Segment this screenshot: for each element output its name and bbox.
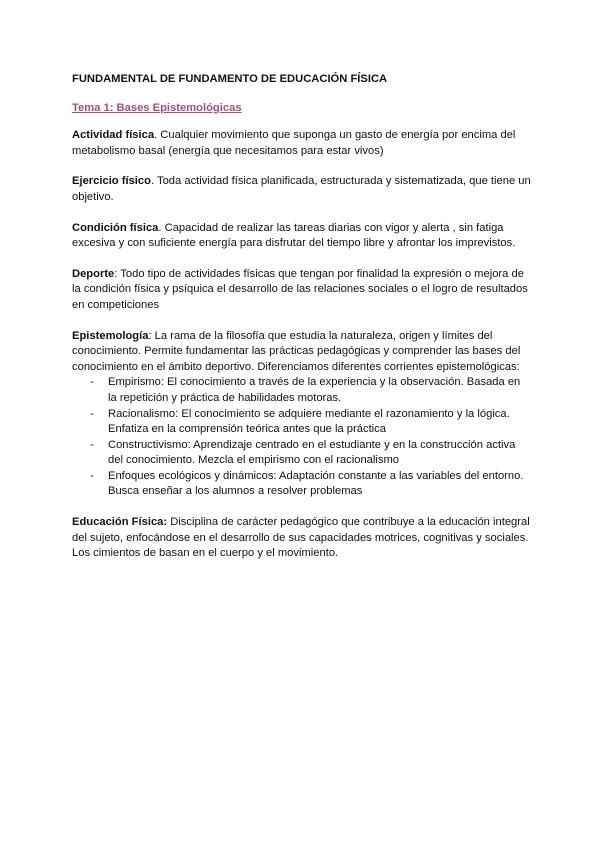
list-item [72, 438, 532, 469]
definition-educacion-fisica [72, 515, 532, 562]
list-item-text: Empirismo: El conocimiento a través de la experiencia y la observación. Basada en la repetición y práctica de habilidades motoras. [108, 376, 521, 404]
dash-bullet: - [90, 469, 94, 482]
list-item [72, 407, 532, 438]
definition-text: . Capacidad de realizar las tareas diarias con vigor y alerta , sin fatiga excesiva y con suficiente energía para disfrutar del tiempo libre y afrontar los imprevistos. [72, 221, 516, 250]
definition-term: Condición física [72, 221, 159, 234]
definition-text: . Cualquier movimiento que suponga un gasto de energía por encima del metabolismo basal (energía que necesitamos para estar vivos) [72, 129, 516, 157]
dash-bullet: - [90, 438, 94, 451]
list-item [72, 375, 532, 406]
dash-bullet: - [90, 407, 94, 420]
definition-condicion-fisica [72, 221, 532, 252]
definition-term: Educación Física: [72, 516, 168, 529]
document-title: FUNDAMENTAL DE FUNDAMENTO DE EDUCACIÓN FÍSICA [72, 73, 388, 85]
list-item [72, 469, 532, 500]
section-title: Tema 1: Bases Epistemológicas [72, 101, 242, 114]
definition-ejercicio-fisico [72, 174, 532, 205]
definition-term: Epistemología [72, 329, 149, 342]
dash-bullet: - [90, 376, 94, 389]
epistemological-approaches-list [72, 375, 532, 500]
definition-deporte [72, 267, 532, 314]
list-item-text: Constructivismo: Aprendizaje centrado en el estudiante y en la construcción activa del conocimiento. Mezcla el empirismo con el racionalismo [108, 438, 516, 467]
definition-text: : La rama de la filosofía que estudia la naturaleza, origen y límites del conocimiento. Permite fundamentar las prácticas pedagógicas y comprender las bases del conocimiento en el ámbito deportivo. Diferenciamos diferentes corrientes epistemológicas: [72, 329, 521, 373]
definition-term: Ejercicio físico [72, 175, 151, 188]
definition-text: . Toda actividad física planificada, estructurada y sistematizada, que tiene un objetivo. [72, 175, 531, 203]
definition-actividad-fisica [72, 128, 532, 159]
document-page [72, 72, 532, 577]
definition-epistemologia [72, 329, 532, 376]
definition-text: : Todo tipo de actividades físicas que tengan por finalidad la expresión o mejora de la condición física y psíquica el desarrollo de las relaciones sociales o el logro de resultados en competiciones [72, 267, 528, 311]
definition-term: Actividad física [72, 129, 155, 142]
definition-term: Deporte [72, 267, 115, 280]
list-item-text: Enfoques ecológicos y dinámicos: Adaptación constante a las variables del entorno. Busca enseñar a los alumnos a resolver problemas [108, 469, 524, 498]
list-item-text: Racionalismo: El conocimiento se adquiere mediante el razonamiento y la lógica. Enfatiza en la comprensión teórica antes que la práctica [108, 407, 510, 436]
definition-text: Disciplina de carácter pedagógico que contribuye a la educación integral del sujeto, enfocándose en el desarrollo de sus capacidades motrices, cognitivas y sociales. Los cimientos de basan en el cuerpo y el movimiento. [72, 516, 530, 560]
